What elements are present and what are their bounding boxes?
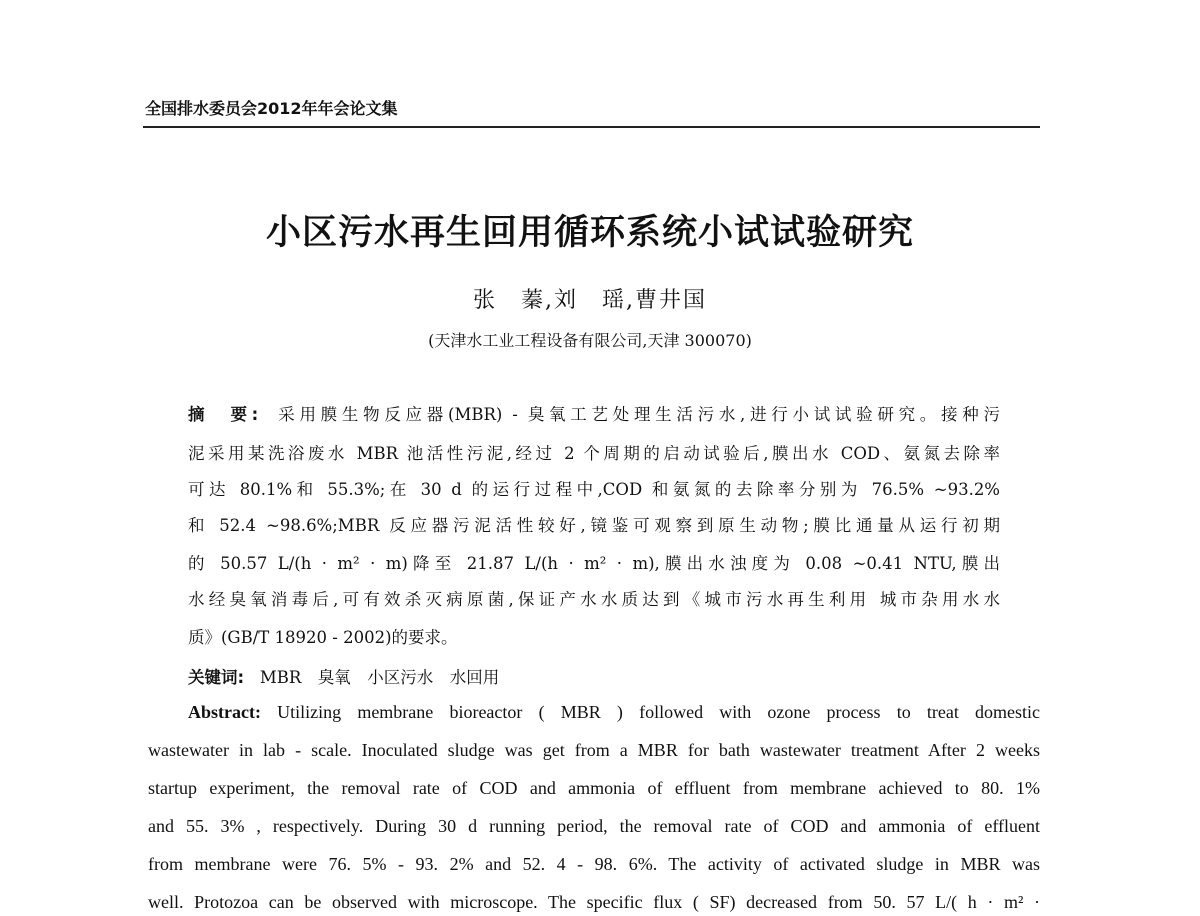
keywords-line [188,664,1000,688]
keywords-text: MBR 臭氧 小区污水 水回用 [259,668,500,687]
abstract-cn-line: 和 52.4 ~98.6%;MBR 反应器污泥活性较好,镜鉴可观察到原生动物;膜比通量从运行初期 [188,516,1000,535]
abstract-cn-line: 的 50.57 L/(h · m² · m)降至 21.87 L/(h · m² · m),膜出水浊度为 0.08 ~0.41 NTU,膜出 [188,554,1000,573]
paper-title: 小区污水再生回用循环系统小试试验研究 [265,213,914,253]
abstract-en-line: wastewater in lab - scale. Inoculated sludge was get from a MBR for bath wastewater treatment After 2 weeks [148,740,1040,760]
abstract-cn-line: 质》(GB/T 18920 - 2002)的要求。 [188,628,458,647]
running-header: 全国排水委员会2012年年会论文集 [145,99,398,118]
abstract-cn-line: 摘 要: 采用膜生物反应器(MBR) - 臭氧工艺处理生活污水,进行小试试验研究。接种污 [188,405,1000,424]
keywords-label: 关键词: [188,668,245,687]
affiliation: (天津水工业工程设备有限公司,天津 300070) [428,331,752,350]
abstract-en-line: and 55. 3% , respectively. During 30 d running period, the removal rate of COD and ammonia of effluent [148,816,1040,836]
abstract-cn-line: 可达 80.1%和 55.3%;在 30 d 的运行过程中,COD 和氨氮的去除率分别为 76.5% ~93.2% [188,480,1000,499]
abstract-en-line: from membrane were 76. 5% - 93. 2% and 52. 4 - 98. 6%. The activity of activated sludge in MBR was [148,854,1040,874]
abstract-en-line: startup experiment, the removal rate of COD and ammonia of effluent from membrane achieved to 80. 1% [148,778,1040,798]
header-rule [143,126,1040,128]
abstract-en-line: Abstract: Utilizing membrane bioreactor ( MBR ) followed with ozone process to treat domestic [188,702,1041,722]
abstract-cn-line: 水经臭氧消毒后,可有效杀灭病原菌,保证产水水质达到《城市污水再生利用 城市杂用水水 [188,590,1000,609]
authors: 张 蓁,刘 瑶,曹井国 [473,288,707,313]
abstract-en-line: well. Protozoa can be observed with microscope. The specific flux ( SF) decreased from 50. 57 L/( h · m² · [148,892,1040,912]
abstract-en-label: Abstract: [188,702,261,722]
abstract-cn-line: 泥采用某洗浴废水 MBR 池活性污泥,经过 2 个周期的启动试验后,膜出水 COD、氨氮去除率 [188,444,1000,463]
abstract-cn-label: 摘 要: [188,405,259,424]
